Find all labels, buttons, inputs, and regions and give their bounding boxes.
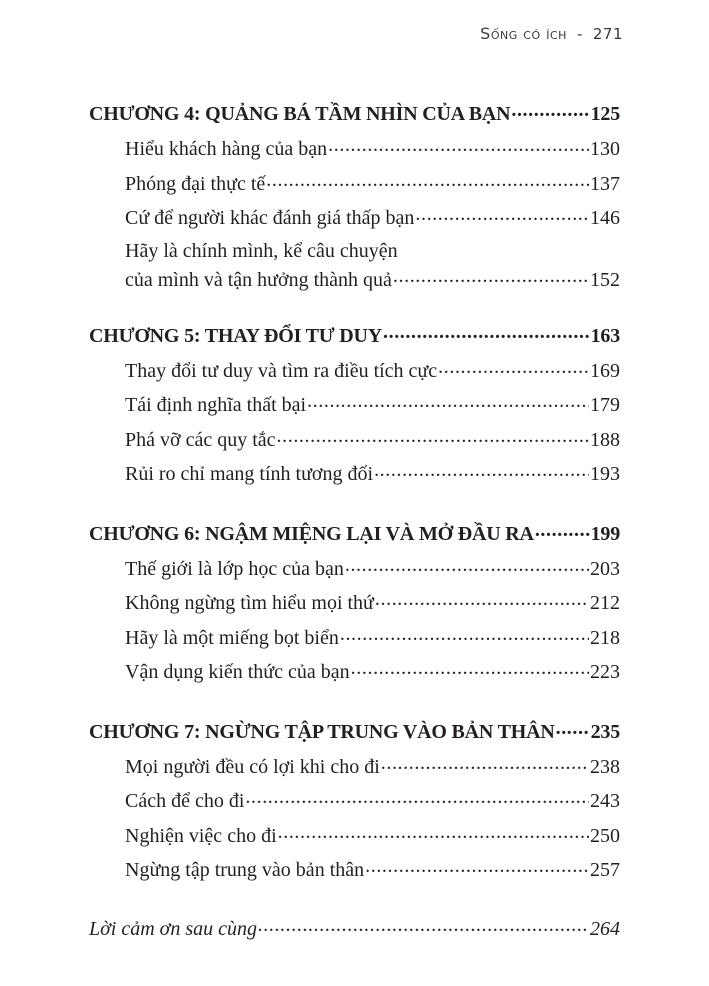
chapter-title-row[interactable] [89, 714, 620, 750]
dot-leader [258, 915, 589, 935]
dot-leader [340, 624, 589, 644]
section-page: 223 [590, 661, 620, 683]
toc-entry[interactable] [89, 586, 620, 621]
chapter-title-row[interactable] [89, 318, 620, 354]
dot-leader [365, 856, 589, 876]
section-title: Phóng đại thực tế [125, 172, 266, 195]
section-title: Mọi người đều có lợi khi cho đi [125, 755, 380, 778]
section-title: Cứ để người khác đánh giá thấp bạn [125, 207, 415, 229]
dot-leader [535, 520, 590, 540]
dot-leader [556, 718, 590, 738]
book-title: Sống có ích [480, 24, 567, 43]
section-page: 188 [590, 428, 620, 451]
section-page: 137 [590, 172, 620, 195]
section-title: Hiểu khách hàng của bạn [125, 138, 328, 160]
chapter-title: CHƯƠNG 7: NGỪNG TẬP TRUNG VÀO BẢN THÂN [89, 720, 555, 743]
section-page: 146 [590, 207, 620, 229]
toc-entry[interactable] [89, 423, 620, 458]
section-page: 179 [590, 394, 620, 416]
dot-leader [374, 460, 589, 480]
toc-entry[interactable] [89, 457, 620, 492]
chapter-page: 199 [590, 522, 620, 545]
toc-entry-multiline[interactable] [89, 236, 620, 294]
section-title: Nghiện việc cho đi [125, 824, 277, 847]
section-title: Phá vỡ các quy tắc [125, 428, 276, 451]
section-page: 243 [590, 790, 620, 812]
section-page: 193 [590, 463, 620, 485]
chapter-6 [89, 516, 620, 690]
section-page: 218 [590, 626, 620, 649]
section-page: 238 [590, 755, 620, 778]
chapter-title-row[interactable] [89, 516, 620, 552]
section-title: Không ngừng tìm hiểu mọi thứ [125, 592, 374, 614]
table-of-contents [89, 96, 620, 946]
section-title: Vận dụng kiến thức của bạn [125, 661, 350, 683]
toc-entry[interactable] [89, 784, 620, 819]
toc-entry[interactable] [89, 552, 620, 587]
dot-leader [245, 787, 589, 807]
chapter-page: 163 [590, 324, 620, 347]
section-title: Cách để cho đi [125, 790, 245, 812]
chapter-4 [89, 96, 620, 294]
section-title: Rủi ro chỉ mang tính tương đối [125, 463, 374, 485]
afterword-entry[interactable] [89, 912, 620, 947]
dot-leader [351, 658, 589, 678]
dot-leader [278, 822, 589, 842]
toc-entry[interactable] [89, 853, 620, 888]
section-page: 130 [590, 138, 620, 160]
dot-leader [393, 266, 589, 286]
chapter-7 [89, 714, 620, 888]
section-page: 203 [590, 557, 620, 580]
dot-leader [438, 357, 589, 377]
dot-leader [511, 100, 589, 120]
toc-entry[interactable] [89, 819, 620, 854]
dot-leader [383, 322, 590, 342]
section-page: 212 [590, 592, 620, 614]
running-head [480, 24, 623, 43]
toc-entry[interactable] [89, 354, 620, 389]
section-page: 257 [590, 859, 620, 881]
section-title: Ngừng tập trung vào bản thân [125, 859, 365, 881]
chapter-page: 125 [590, 103, 620, 125]
section-title: Thay đổi tư duy và tìm ra điều tích cực [125, 359, 438, 382]
section-page: 250 [590, 824, 620, 847]
dot-leader [266, 170, 589, 190]
chapter-title: CHƯƠNG 5: THAY ĐỔI TƯ DUY [89, 324, 382, 347]
section-title-line-1: Hãy là chính mình, kể câu chuyện [125, 239, 398, 262]
chapter-title: CHƯƠNG 6: NGẬM MIỆNG LẠI VÀ MỞ ĐẦU RA [89, 522, 534, 545]
toc-entry[interactable] [89, 655, 620, 690]
section-title: Tái định nghĩa thất bại [125, 394, 307, 416]
section-title-line-2: của mình và tận hưởng thành quả [125, 268, 392, 291]
toc-entry[interactable] [89, 750, 620, 785]
chapter-title-row[interactable] [89, 96, 620, 132]
afterword-page: 264 [590, 917, 620, 940]
toc-entry[interactable] [89, 167, 620, 202]
dot-leader [345, 555, 589, 575]
page-number: 271 [592, 25, 623, 43]
dot-leader [277, 426, 589, 446]
chapter-page: 235 [590, 720, 620, 743]
dot-leader [381, 753, 589, 773]
chapter-5 [89, 318, 620, 492]
toc-entry[interactable] [89, 621, 620, 656]
section-page: 152 [590, 268, 620, 291]
toc-entry[interactable] [89, 388, 620, 423]
section-page: 169 [590, 359, 620, 382]
section-title: Thế giới là lớp học của bạn [125, 557, 344, 580]
section-title: Hãy là một miếng bọt biển [125, 626, 339, 649]
dot-leader [415, 204, 589, 224]
chapter-title: CHƯƠNG 4: QUẢNG BÁ TẦM NHÌN CỦA BẠN [89, 103, 511, 125]
afterword-title: Lời cảm ơn sau cùng [89, 917, 258, 940]
toc-entry[interactable] [89, 201, 620, 236]
toc-entry[interactable] [89, 132, 620, 167]
dot-leader [375, 589, 589, 609]
dot-leader [328, 135, 589, 155]
separator: - [576, 25, 583, 43]
dot-leader [307, 391, 589, 411]
